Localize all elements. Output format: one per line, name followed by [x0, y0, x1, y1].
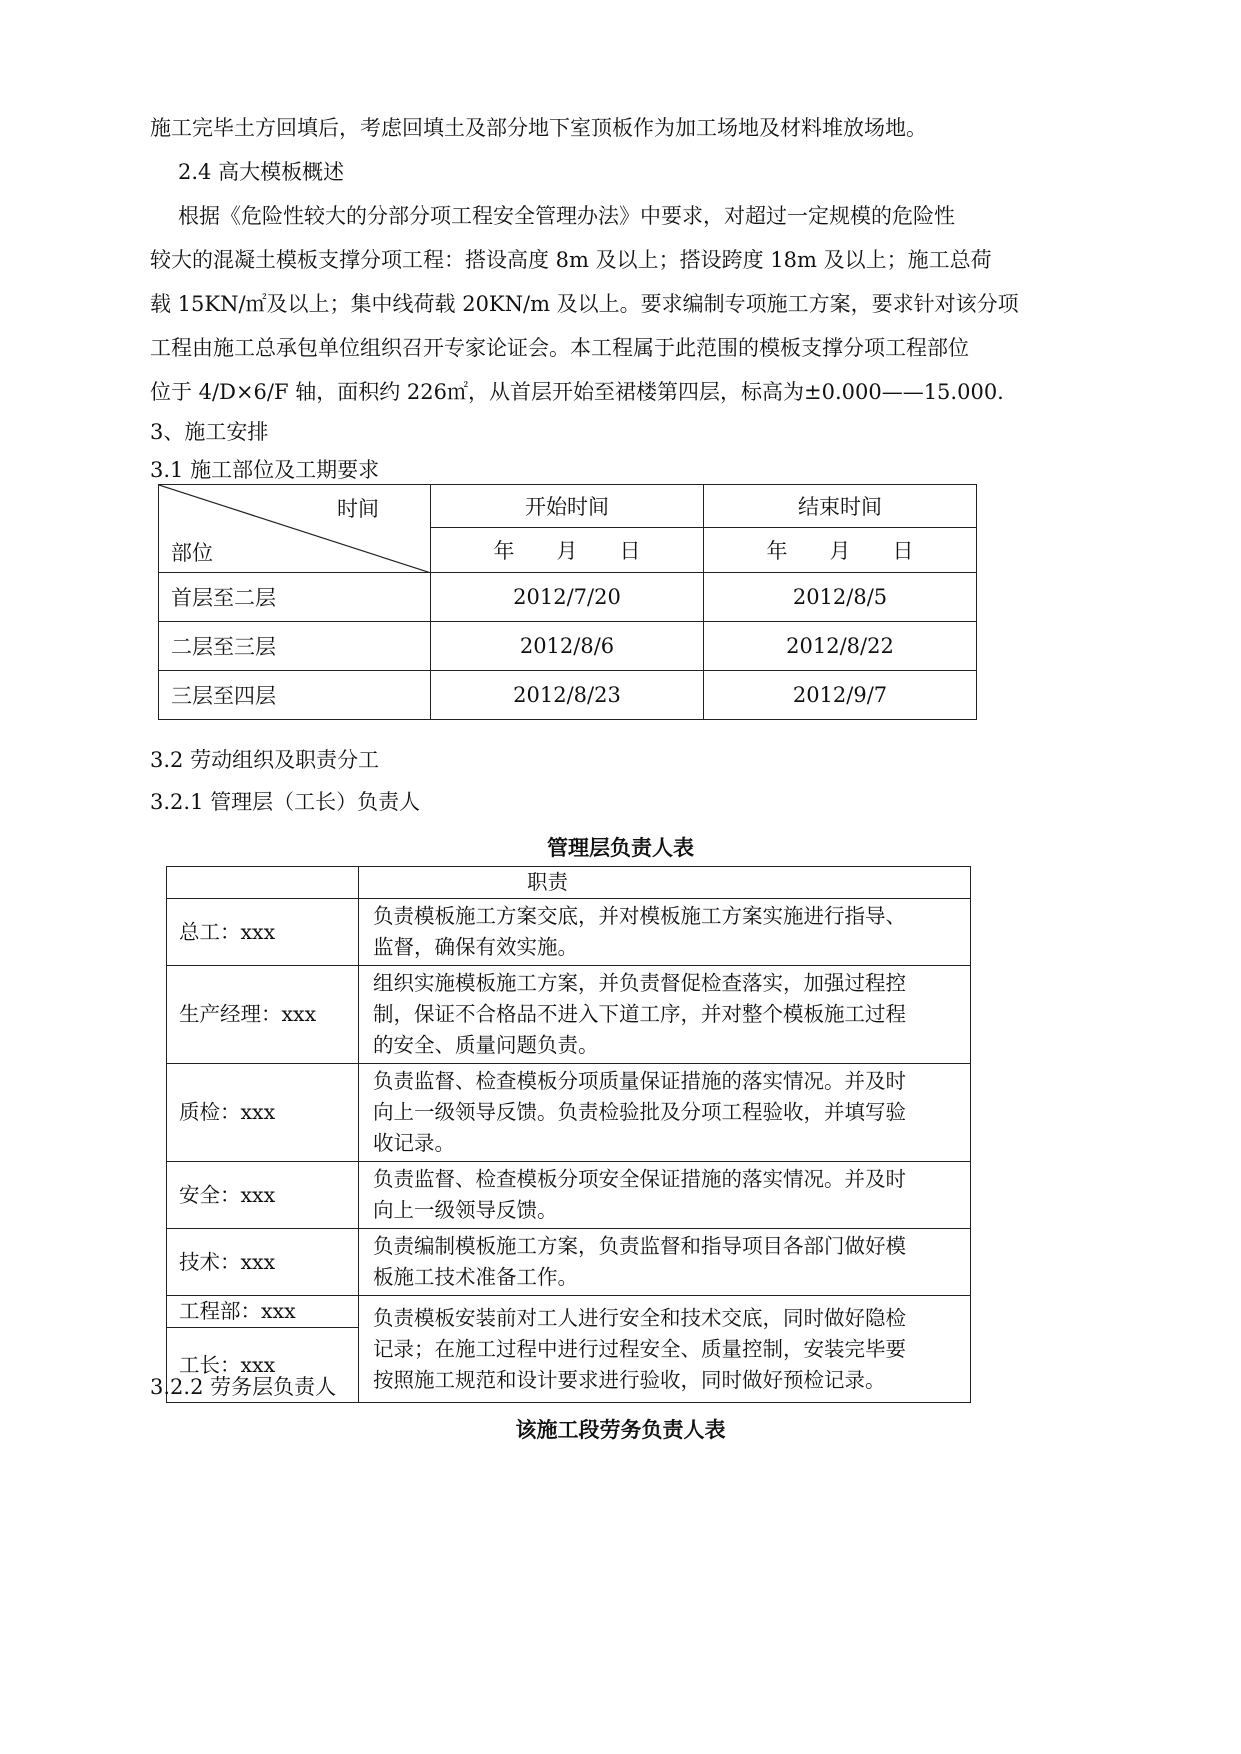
section-3-2-heading: 3.2 劳动组织及职责分工	[150, 748, 380, 772]
duty-line: 向上一级领导反馈。负责检验批及分项工程验收，并填写验	[373, 1100, 906, 1124]
corner-time-label: 时间	[337, 497, 379, 521]
section-2-4-heading: 2.4 高大模板概述	[178, 160, 345, 184]
table-row	[167, 966, 971, 1064]
role-cell: 技术：xxx	[167, 1229, 359, 1296]
labor-table-title: 该施工段劳务负责人表	[515, 1418, 726, 1442]
role-cell: 生产经理：xxx	[167, 966, 359, 1064]
schedule-corner-cell	[159, 485, 431, 573]
role-cell: 安全：xxx	[167, 1162, 359, 1229]
duty-line: 组织实施模板施工方案，并负责督促检查落实，加强过程控	[373, 971, 906, 995]
duty-line: 向上一级领导反馈。	[373, 1198, 558, 1222]
section-3-1-heading: 3.1 施工部位及工期要求	[150, 458, 380, 482]
duty-line: 负责监督、检查模板分项质量保证措施的落实情况。并及时	[373, 1069, 906, 1093]
duty-cell	[359, 899, 971, 966]
start-time-header: 开始时间	[431, 485, 704, 528]
management-table	[166, 866, 971, 1403]
table-row	[167, 1229, 971, 1296]
end-cell: 2012/8/22	[704, 622, 977, 671]
role-cell: 工长：xxx	[167, 1328, 359, 1403]
duty-line: 记录；在施工过程中进行过程安全、质量控制，安装完毕要	[373, 1336, 906, 1361]
intro-paragraph: 施工完毕土方回填后，考虑回填土及部分地下室顶板作为加工场地及材料堆放场地。	[150, 116, 927, 140]
para-line: 工程由施工总承包单位组织召开专家论证会。本工程属于此范围的模板支撑分项工程部位	[150, 336, 969, 360]
start-cell: 2012/8/6	[431, 622, 704, 671]
start-date-format: 年 月 日	[431, 528, 704, 573]
shared-duty-cell	[359, 1296, 971, 1403]
duty-line: 板施工技术准备工作。	[373, 1265, 578, 1289]
duty-line: 收记录。	[373, 1131, 455, 1155]
duty-line: 负责模板安装前对工人进行安全和技术交底，同时做好隐检	[373, 1305, 906, 1330]
duty-line: 按照施工规范和设计要求进行验收，同时做好预检记录。	[373, 1367, 886, 1392]
duty-cell	[359, 1162, 971, 1229]
part-cell: 二层至三层	[159, 622, 431, 671]
end-date-format: 年 月 日	[704, 528, 977, 573]
schedule-table	[158, 484, 977, 720]
table-row	[167, 1064, 971, 1162]
table-row	[167, 1296, 971, 1328]
part-cell: 三层至四层	[159, 671, 431, 720]
duty-line: 负责编制模板施工方案，负责监督和指导项目各部门做好模	[373, 1234, 906, 1258]
para-line: 位于 4/D×6/F 轴，面积约 226㎡，从首层开始至裙楼第四层，标高为±0.000——15.000.	[150, 380, 1004, 404]
role-cell: 质检：xxx	[167, 1064, 359, 1162]
duty-line: 制，保证不合格品不进入下道工序，并对整个模板施工过程	[373, 1002, 906, 1026]
mgmt-table-title: 管理层负责人表	[547, 836, 694, 860]
para-line: 较大的混凝土模板支撑分项工程：搭设高度 8m 及以上；搭设跨度 18m 及以上；施工总荷	[150, 248, 992, 272]
duty-cell	[359, 1064, 971, 1162]
duty-line: 负责监督、检查模板分项安全保证措施的落实情况。并及时	[373, 1167, 906, 1191]
table-row	[159, 622, 977, 671]
end-cell: 2012/8/5	[704, 573, 977, 622]
role-cell: 工程部：xxx	[167, 1296, 359, 1328]
para-line: 载 15KN/㎡及以上；集中线荷载 20KN/m 及以上。要求编制专项施工方案，要求针对该分项	[150, 292, 1019, 316]
para-line: 根据《危险性较大的分部分项工程安全管理办法》中要求，对超过一定规模的危险性	[178, 204, 955, 228]
start-cell: 2012/7/20	[431, 573, 704, 622]
start-cell: 2012/8/23	[431, 671, 704, 720]
end-cell: 2012/9/7	[704, 671, 977, 720]
section-3-2-1-heading: 3.2.1 管理层（工长）负责人	[150, 790, 421, 814]
role-cell: 总工：xxx	[167, 899, 359, 966]
duty-cell	[359, 966, 971, 1064]
duty-line: 监督，确保有效实施。	[373, 935, 578, 959]
role-header	[167, 867, 359, 899]
table-row	[167, 899, 971, 966]
table-row	[167, 1162, 971, 1229]
duty-line: 负责模板施工方案交底，并对模板施工方案实施进行指导、	[373, 904, 906, 928]
table-row	[159, 671, 977, 720]
section-3-2-2-heading: 3.2.2 劳务层负责人	[150, 1375, 337, 1399]
section-3-heading: 3、施工安排	[150, 420, 269, 444]
section-2-4-paragraph	[150, 194, 1118, 414]
end-time-header: 结束时间	[704, 485, 977, 528]
duty-header: 职责	[359, 867, 971, 899]
part-cell: 首层至二层	[159, 573, 431, 622]
corner-part-label: 部位	[171, 541, 213, 565]
duty-cell	[359, 1229, 971, 1296]
table-row	[159, 573, 977, 622]
duty-line: 的安全、质量问题负责。	[373, 1033, 599, 1057]
